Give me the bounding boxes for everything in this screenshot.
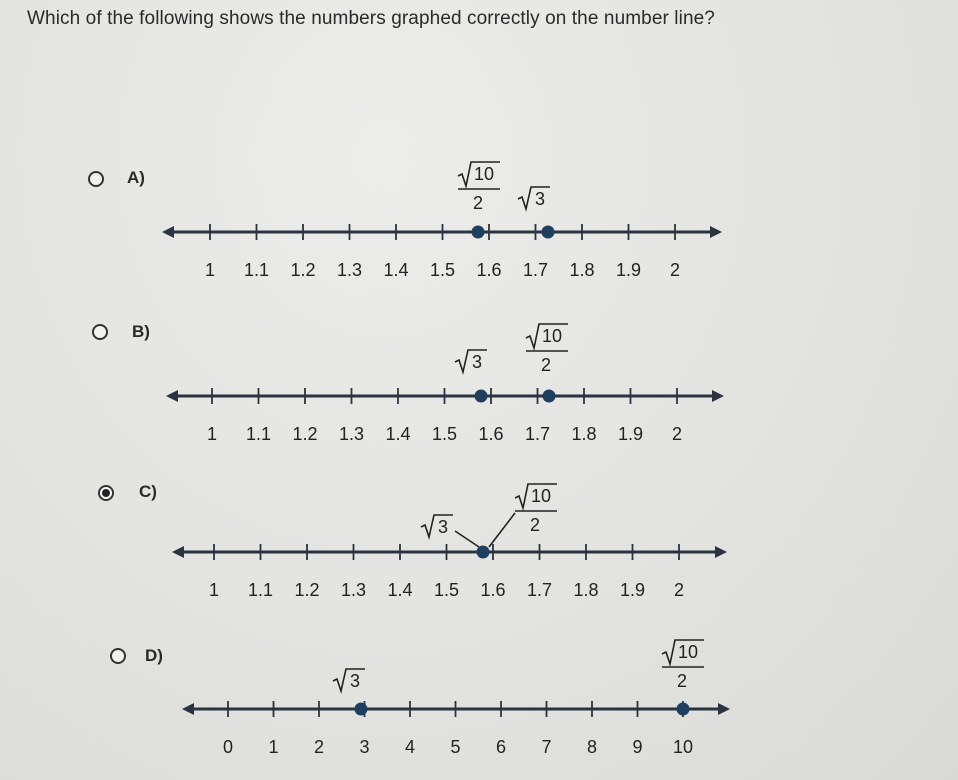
point-sqrt3 [355,703,368,716]
svg-text:10: 10 [474,164,495,184]
tick-label: 1.2 [290,260,316,280]
tick-label: 1.6 [478,424,504,444]
label-sqrt10-over-2 [662,640,704,691]
tick-label: 2 [673,580,685,600]
svg-text:10: 10 [531,486,552,506]
svg-text:2: 2 [530,515,541,535]
option-letter-b: B) [132,322,150,341]
svg-text:2: 2 [473,193,484,213]
tick-label: 1.2 [292,424,318,444]
tick-label: 2 [671,424,683,444]
tick-label: 1.9 [617,424,644,444]
tick-label: 1.3 [338,424,365,444]
tick-label: 1.8 [573,580,599,600]
svg-text:2: 2 [541,355,552,375]
tick-label: 1.1 [245,424,272,444]
tick-label: 1.9 [619,580,646,600]
tick-label: 1.5 [433,580,460,600]
option-letter-c: C) [139,482,157,501]
svg-text:3: 3 [438,517,449,537]
tick-label: 1.3 [336,260,363,280]
tick-label: 3 [359,737,370,757]
tick-label: 1.6 [480,580,506,600]
arrow-left-icon [182,703,194,715]
option-letter-d: D) [145,646,163,665]
tick-label: 1 [208,580,220,600]
tick-label: 1.7 [524,424,551,444]
svg-text:10: 10 [678,642,699,662]
tick-label: 1.8 [571,424,597,444]
point-sqrt10-over-2 [677,703,690,716]
tick-label: 1.4 [387,580,413,600]
tick-label: 1.9 [615,260,642,280]
tick-label: 6 [495,737,507,757]
tick-label: 4 [404,737,416,757]
tick-label: 1.1 [247,580,274,600]
tick-label: 1 [204,260,216,280]
tick-label: 1.4 [385,424,411,444]
option-letter-a: A) [127,168,145,187]
question-text: Which of the following shows the numbers graphed correctly on the number line? [27,8,715,29]
svg-text:3: 3 [535,189,546,209]
label-sqrt3 [333,669,365,691]
tick-label: 1.8 [569,260,595,280]
svg-text:3: 3 [350,671,361,691]
tick-label: 2 [313,737,325,757]
tick-label: 8 [586,737,598,757]
svg-text:2: 2 [677,671,688,691]
tick-label: 10 [672,737,694,757]
tick-label: 7 [541,737,552,757]
tick-label: 1.7 [522,260,549,280]
tick-label: 1.7 [526,580,553,600]
tick-label: 1.3 [340,580,367,600]
svg-text:10: 10 [542,326,563,346]
tick-label: 1.5 [429,260,456,280]
tick-label: 1.5 [431,424,458,444]
tick-label: 0 [222,737,234,757]
tick-label: 1 [268,737,279,757]
tick-label: 9 [632,737,643,757]
svg-text:3: 3 [472,352,483,372]
tick-label: 2 [669,260,681,280]
tick-label: 5 [450,737,461,757]
tick-label: 1.1 [243,260,270,280]
tick-label: 1.6 [476,260,502,280]
tick-label: 1.2 [294,580,320,600]
tick-label: 1.4 [383,260,409,280]
arrow-right-icon [718,703,730,715]
tick-label: 1 [206,424,218,444]
